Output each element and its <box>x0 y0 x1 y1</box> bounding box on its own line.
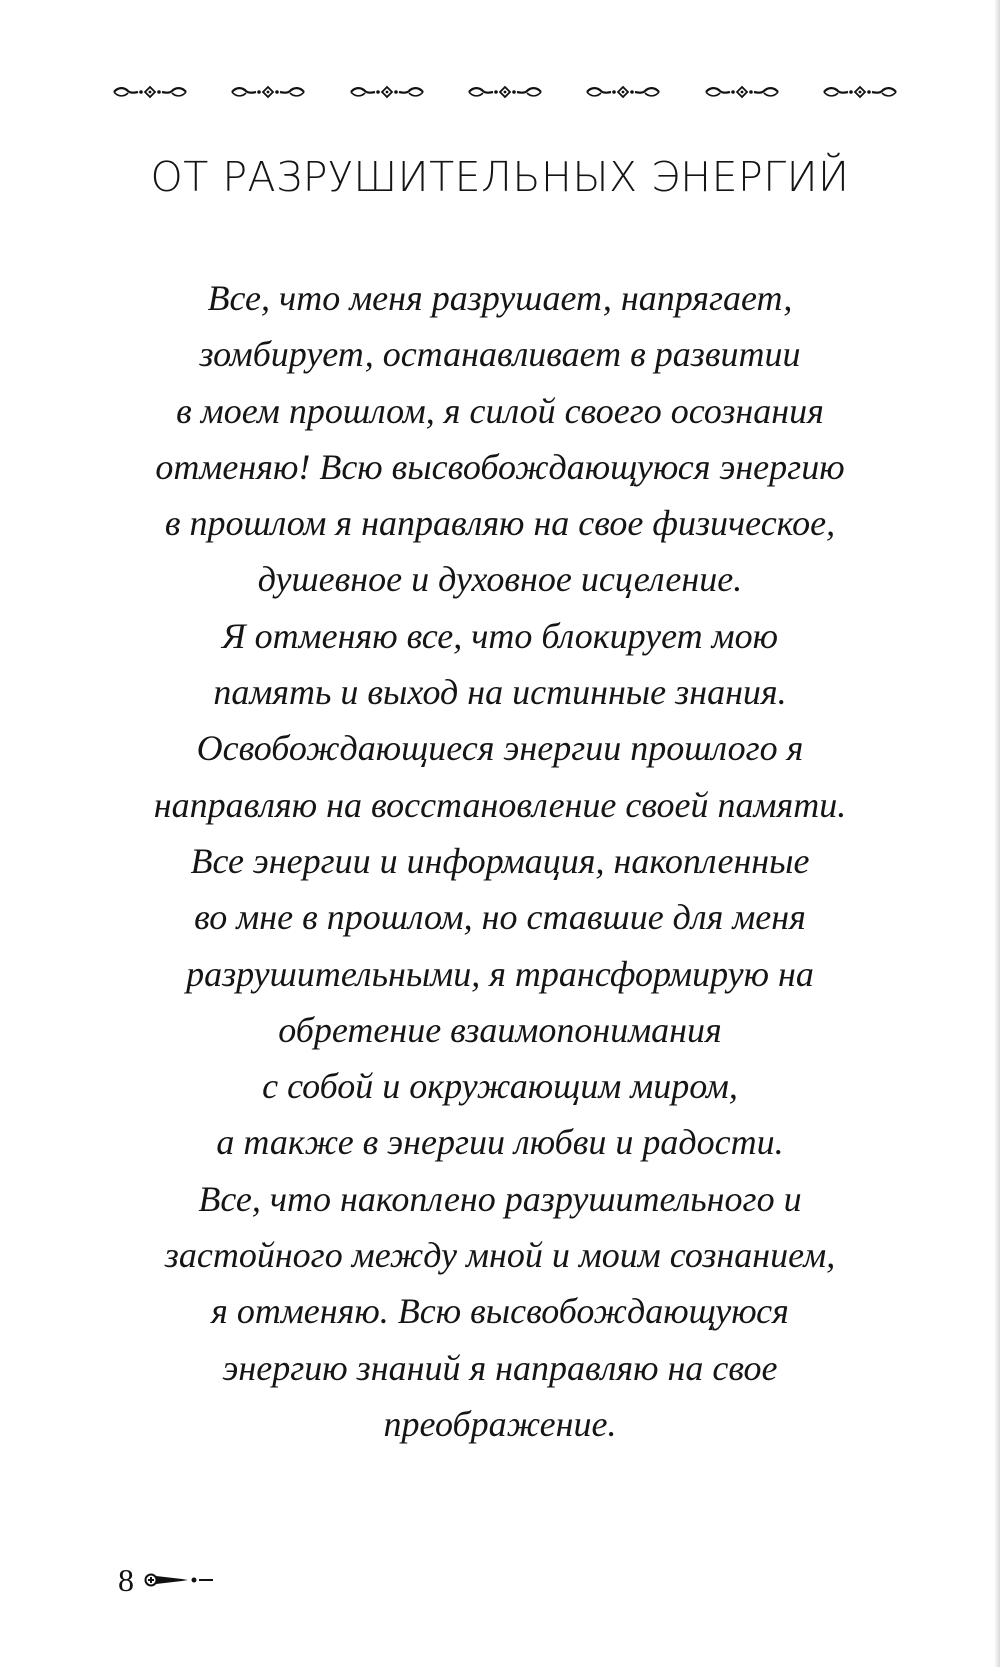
text-line: я отменяю. Всю высвобождающуюся <box>211 1291 789 1332</box>
text-line: Все энергии и информация, накопленные <box>190 840 810 881</box>
text-line: отменяю! Всю высвобождающуюся энергию <box>155 446 845 487</box>
page-title: ОТ РАЗРУШИТЕЛЬНЫХ ЭНЕРГИЙ <box>150 153 850 201</box>
scroll-ornament-icon <box>230 85 306 99</box>
text-line: энергию знаний я направляю на свое <box>222 1347 778 1388</box>
scroll-ornament-icon <box>112 85 188 99</box>
pen-nib-icon <box>144 1571 214 1589</box>
text-line: разрушительными, я трансформирую на <box>186 953 814 994</box>
page-number: 8 <box>118 1562 134 1598</box>
text-line: направляю на восстановление своей памяти. <box>153 784 847 825</box>
page-footer <box>118 1560 214 1600</box>
body-text <box>80 270 920 1452</box>
text-line: Освобождающиеся энергии прошлого я <box>196 728 804 769</box>
text-line: с собой и окружающим миром, <box>262 1066 738 1107</box>
scroll-ornament-icon <box>467 85 543 99</box>
page-edge-shadow <box>994 0 1000 1667</box>
scroll-ornament-icon <box>704 85 780 99</box>
ornament-divider <box>112 84 898 100</box>
scroll-ornament-icon <box>585 85 661 99</box>
text-line: душевное и духовное исцеление. <box>257 559 743 600</box>
text-line: а также в энергии любви и радости. <box>216 1122 784 1163</box>
text-line: обретение взаимопонимания <box>278 1009 722 1050</box>
text-line: Все, что накоплено разрушительного и <box>198 1178 802 1219</box>
text-line: память и выход на истинные знания. <box>213 672 787 713</box>
text-line: во мне в прошлом, но ставшие для меня <box>194 897 806 938</box>
scroll-ornament-icon <box>822 85 898 99</box>
text-line: преображение. <box>383 1403 617 1444</box>
text-line: в моем прошлом, я силой своего осознания <box>176 390 824 431</box>
text-line: в прошлом я направляю на свое физическое, <box>164 503 836 544</box>
text-line: зомбирует, останавливает в развитии <box>199 334 801 375</box>
text-line: Я отменяю все, что блокирует мою <box>222 615 778 656</box>
text-line: Все, что меня разрушает, напрягает, <box>207 278 793 318</box>
text-line: застойного между мной и моим сознанием, <box>164 1235 836 1276</box>
scroll-ornament-icon <box>349 85 425 99</box>
